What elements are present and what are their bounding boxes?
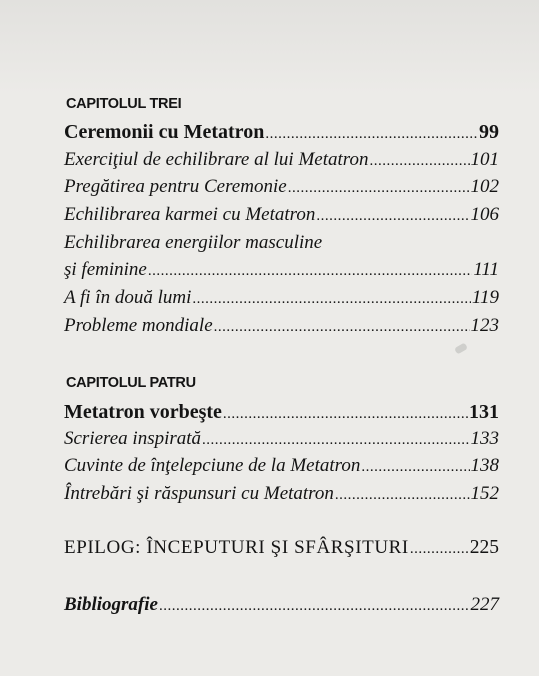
entry-title: Probleme mondiale xyxy=(64,315,213,336)
entry-title: Ceremonii cu Metatron xyxy=(64,121,265,143)
page-number: 131 xyxy=(469,401,499,423)
chapter-heading: CAPITOLUL PATRU xyxy=(66,375,196,391)
page-number: 138 xyxy=(470,455,499,476)
toc-entry xyxy=(64,259,499,282)
dot-leader xyxy=(148,260,472,282)
page-number: 106 xyxy=(470,204,499,225)
page-shadow xyxy=(0,0,539,95)
toc-entry xyxy=(64,455,499,478)
toc-entry xyxy=(64,121,499,145)
page-number: 102 xyxy=(470,176,499,197)
dot-leader xyxy=(214,316,470,338)
entry-title: Exerciţiul de echilibrare al lui Metatron xyxy=(64,149,369,170)
entry-title: Cuvinte de înţelepciune de la Metatron xyxy=(64,455,361,476)
dot-leader xyxy=(223,403,468,425)
dot-leader xyxy=(335,484,470,506)
page-number: 225 xyxy=(469,537,499,558)
toc-entry xyxy=(64,401,499,425)
dot-leader xyxy=(265,123,478,145)
page-number: 152 xyxy=(470,483,499,504)
page-number: 119 xyxy=(471,287,499,308)
entry-title: A fi în două lumi xyxy=(64,287,192,308)
page-number: 111 xyxy=(473,259,499,280)
toc-entry xyxy=(64,149,499,172)
chapter-heading: CAPITOLUL TREI xyxy=(66,96,182,112)
toc-entry xyxy=(64,428,499,451)
toc-entry xyxy=(64,204,499,227)
entry-title: şi feminine xyxy=(64,259,147,280)
dot-leader xyxy=(361,456,469,478)
dot-leader xyxy=(202,429,469,451)
dot-leader xyxy=(159,595,470,617)
page-number: 133 xyxy=(470,428,499,449)
dot-leader xyxy=(369,150,469,172)
dot-leader xyxy=(410,538,469,560)
entry-title: Echilibrarea karmei cu Metatron xyxy=(64,204,316,225)
dot-leader xyxy=(288,177,470,199)
toc-entry xyxy=(64,176,499,199)
entry-title: Metatron vorbeşte xyxy=(64,401,222,423)
entry-title: Pregătirea pentru Ceremonie xyxy=(64,176,287,197)
page-number: 123 xyxy=(470,315,499,336)
entry-title: Scrierea inspirată xyxy=(64,428,202,449)
entry-title: Bibliografie xyxy=(64,594,158,615)
toc-entry-bibliography xyxy=(64,594,499,617)
dot-leader xyxy=(192,288,471,310)
toc-entry-epilogue xyxy=(64,537,499,560)
entry-title: Întrebări şi răspunsuri cu Metatron xyxy=(64,483,334,504)
toc-entry xyxy=(64,483,499,506)
entry-title: EPILOG: ÎNCEPUTURI ŞI SFÂRŞITURI xyxy=(64,537,409,558)
page-number: 99 xyxy=(479,121,499,143)
dot-leader xyxy=(316,205,469,227)
entry-title-line: Echilibrarea energiilor masculine xyxy=(64,232,323,253)
page-number: 101 xyxy=(470,149,499,170)
toc-entry xyxy=(64,315,499,338)
paper-smudge xyxy=(454,342,468,354)
page-number: 227 xyxy=(470,594,499,615)
toc-entry xyxy=(64,287,499,310)
